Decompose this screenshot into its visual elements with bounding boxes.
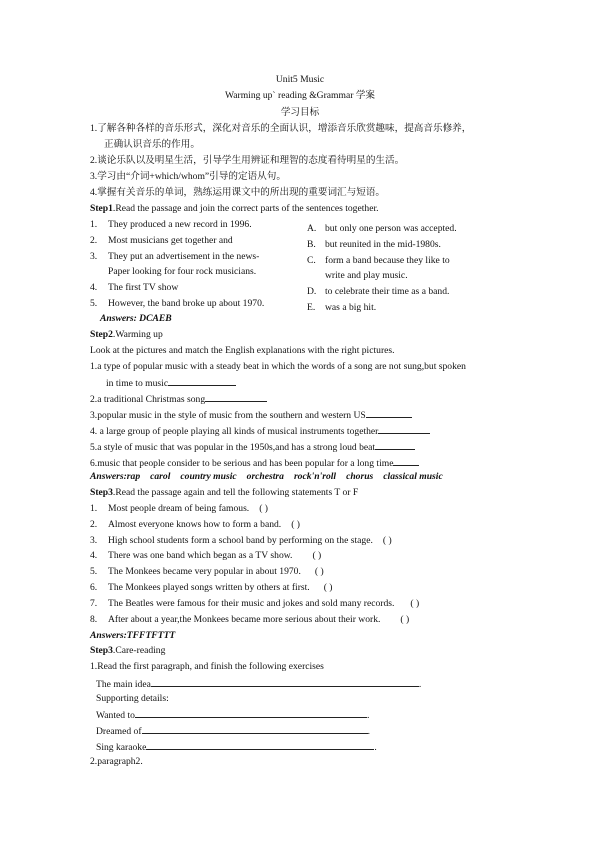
tf-item: 8. After about a year,the Monkees became more serious about their work. ( )	[90, 614, 410, 625]
step1-left-item: 4. The first TV show	[90, 282, 179, 293]
answer-blank[interactable]	[366, 408, 412, 418]
tf-item: 5. The Monkees became very popular in about 1970. ( )	[90, 566, 324, 577]
tf-answer-paren[interactable]: ( )	[314, 566, 324, 577]
step3-heading	[90, 487, 358, 499]
step4-heading	[90, 645, 165, 657]
wanted-to-blank[interactable]	[135, 708, 367, 718]
answer-blank[interactable]	[393, 456, 419, 466]
dreamed-of-line: Dreamed of .	[96, 726, 370, 737]
tf-answer-paren[interactable]: ( )	[312, 550, 322, 561]
step1-left-item: 1. They produced a new record in 1996.	[90, 219, 252, 230]
tf-item: 6. The Monkees played songs written by others at first. ( )	[90, 582, 333, 593]
step1-heading	[90, 203, 379, 215]
step2-item-5: 5.a style of music that was popular in the 1950s,and has a strong loud beat	[90, 440, 415, 454]
tf-answer-paren[interactable]: ( )	[400, 614, 410, 625]
step1-right-item: A. but only one person was accepted.	[307, 223, 457, 234]
wanted-to-line: Wanted to .	[96, 710, 370, 721]
step2-item-1: 1.a type of popular music with a steady beat in which the words of a song are not sung,but spoken	[90, 361, 466, 372]
step1-instruction: .Read the passage and join the correct parts of the sentences together.	[112, 203, 379, 214]
tf-item: 3. High school students form a school band by performing on the stage. ( )	[90, 535, 392, 546]
page-title: Unit5 Music	[275, 74, 325, 85]
step1-left-item: 5. However, the band broke up about 1970.	[90, 298, 265, 309]
step2-item-4: 4. a large group of people playing all kinds of musical instruments together	[90, 424, 430, 438]
step2-label: Step2	[90, 329, 113, 340]
step2-item-3: 3.popular music in the style of music from the southern and western US	[90, 408, 412, 422]
step1-right-item: C. form a band because they like to	[307, 255, 450, 266]
paragraph2-label: 2.paragraph2.	[90, 756, 143, 767]
main-idea-line: The main idea .	[96, 679, 422, 690]
step1-right-item: E. was a big hit.	[307, 302, 377, 313]
answer-blank[interactable]	[375, 440, 415, 450]
step1-left-item-cont: Paper looking for four rock musicians.	[108, 266, 257, 277]
sing-karaoke-line: Sing karaoke .	[96, 742, 377, 753]
answer-blank[interactable]	[205, 392, 267, 402]
step1-right-item: D. to celebrate their time as a band.	[307, 286, 450, 297]
objectives-heading: 学习目标	[280, 107, 320, 118]
objective-4: 4.掌握有关音乐的单词，熟练运用课文中的所出现的重要词汇与短语。	[90, 187, 386, 198]
sing-karaoke-blank[interactable]	[146, 740, 374, 750]
step3-label: Step3	[90, 487, 113, 498]
step2-item-6: 6.music that people consider to be serious and has been popular for a long time	[90, 456, 419, 470]
step1-left-item: 3. They put an advertisement in the news-	[90, 251, 260, 262]
supporting-details-label: Supporting details:	[96, 693, 169, 704]
tf-item: 1. Most people dream of being famous. ( )	[90, 503, 269, 514]
step1-right-item: B. but reunited in the mid-1980s.	[307, 239, 441, 250]
tf-answer-paren[interactable]: ( )	[382, 535, 392, 546]
step4-label: Step3	[90, 645, 113, 656]
step4-instruction: 1.Read the first paragraph, and finish the following exercises	[90, 661, 324, 672]
answer-blank[interactable]	[168, 376, 236, 386]
tf-item: 7. The Beatles were famous for their music and jokes and sold many records. ( )	[90, 598, 420, 609]
step1-answers: Answers: DCAEB	[100, 313, 172, 324]
step4-title: .Care-reading	[112, 645, 166, 656]
tf-answer-paren[interactable]: ( )	[323, 582, 333, 593]
dreamed-of-blank[interactable]	[142, 724, 368, 734]
tf-item: 2. Almost everyone knows how to form a band. ( )	[90, 519, 300, 530]
objective-2: 2.谈论乐队以及明星生活，引导学生用辨证和理智的态度看待明星的生活。	[90, 155, 405, 166]
step2-answers: Answers:rap carol country music orchestra rock'n'roll chorus classical music	[90, 471, 443, 482]
answer-blank[interactable]	[378, 424, 430, 434]
tf-answer-paren[interactable]: ( )	[410, 598, 420, 609]
tf-item: 4. There was one band which began as a TV show. ( )	[90, 550, 322, 561]
objective-3: 3.学习由“介词+which/whom”引导的定语从句。	[90, 171, 286, 182]
main-idea-blank[interactable]	[151, 677, 419, 687]
step3-instruction: .Read the passage again and tell the following statements T or F	[112, 487, 359, 498]
step1-label: Step1	[90, 203, 113, 214]
page-subtitle: Warming up` reading &Grammar 学案	[224, 90, 376, 101]
step3-answers: Answers:TFFTFTTT	[90, 630, 176, 641]
step2-instruction: Look at the pictures and match the English explanations with the right pictures.	[90, 345, 395, 356]
objective-1-cont: 正确认识音乐的作用。	[104, 139, 200, 150]
tf-answer-paren[interactable]: ( )	[259, 503, 269, 514]
step1-right-item-cont: write and play music.	[325, 270, 408, 281]
step2-heading	[90, 329, 163, 341]
objective-1: 1.了解各种各样的音乐形式，深化对音乐的全面认识，增添音乐欣赏趣味，提高音乐修养，	[90, 123, 472, 134]
tf-answer-paren[interactable]: ( )	[291, 519, 300, 530]
step2-title: .Warming up	[112, 329, 163, 340]
step2-item-2: 2.a traditional Christmas song	[90, 392, 267, 406]
step2-item-1-cont: in time to music	[106, 376, 236, 390]
step1-left-item: 2. Most musicians get together and	[90, 235, 233, 246]
